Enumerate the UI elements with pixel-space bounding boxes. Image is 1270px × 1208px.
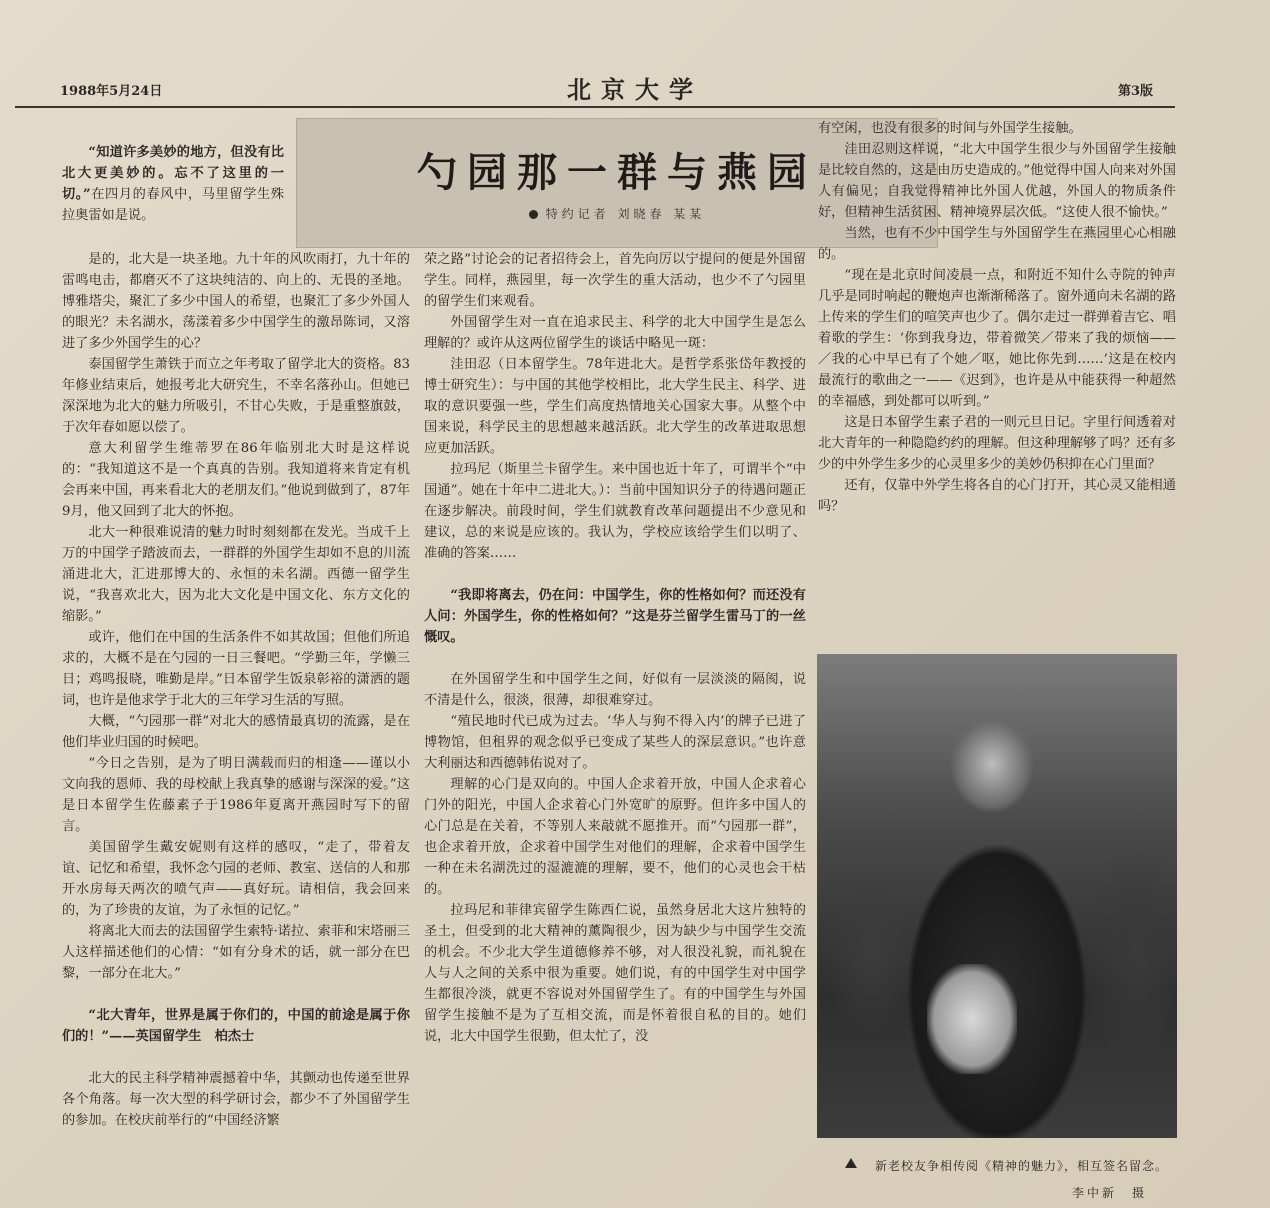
paragraph: 拉玛尼和菲律宾留学生陈西仁说，虽然身居北大这片独特的圣土，但受到的北大精神的薰陶很少，因为缺少与中国学生交流的机会。不少北大学生道德修养不够，对人很没礼貌，而礼貌在人与人之间的关系中很为重要。她们说，有的中国学生对中国学生都很冷淡，就更不容说对外国留学生了。有的中国学生与外国留学生接触不是为了互相交流，而是怀着很自私的目的。她们说，北大中国学生很勤，但太忙了，没 bbox=[424, 903, 806, 1044]
paragraph: 洼田忍则这样说，“北大中国学生很少与外国留学生接触是比较自然的，这是由历史造成的。”他觉得中国人向来对外国人有偏见；自我觉得精神比外国人优越，外国人的物质条件好，但精神生活贫困、精神境界层次低。“这使人很不愉快。” bbox=[818, 142, 1176, 220]
paragraph: 意大利留学生维蒂罗在86年临别北大时是这样说的：“我知道这不是一个真真的告别。我知道将来肯定有机会再来中国，再来看北大的老朋友们。”他说到做到了，87年9月，他又回到了北大的怀抱。 bbox=[62, 441, 410, 519]
column-1 bbox=[62, 249, 410, 1131]
news-photo bbox=[817, 654, 1177, 1138]
masthead-title: 北京大学 bbox=[567, 75, 703, 104]
photo-credit: 李中新 摄 bbox=[1072, 1186, 1148, 1200]
paragraph: 外国留学生对一直在追求民主、科学的北大中国学生是怎么理解的？或许从这两位留学生的谈话中略见一斑： bbox=[424, 315, 806, 351]
paragraph: 泰国留学生萧铁于而立之年考取了留学北大的资格。83年修业结束后，她报考北大研究生，不幸名落孙山。但她已深深地为北大的魅力所吸引，不甘心失败，于是重整旗鼓，于次年春如愿以偿了。 bbox=[62, 357, 410, 435]
paragraph: 荣之路”讨论会的记者招待会上，首先向厉以宁提问的便是外国留学生。同样，燕园里，每一次学生的重大活动，也少不了勺园里的留学生们来观看。 bbox=[424, 252, 806, 309]
intro-quote: “知道许多美妙的地方，但没有比北大更美妙的。忘不了这里的一切。” bbox=[62, 145, 284, 202]
paragraph: “殖民地时代已成为过去。‘华人与狗不得入内’的牌子已进了博物馆，但租界的观念似乎已变成了某些人的深层意识。”也许意大利丽达和西德韩佑说对了。 bbox=[424, 714, 806, 771]
intro-quote-tail: 在四月的春风中，马里留学生殊拉奥雷如是说。 bbox=[62, 187, 284, 223]
article-headline: 勺园那一群与燕园 bbox=[417, 149, 817, 196]
paragraph: 这是日本留学生素子君的一则元旦日记。字里行间透着对北大青年的一种隐隐约约的理解。但这种理解够了吗？还有多少的中外学生多少的心灵里多少的美妙仍积抑在心门里面？ bbox=[818, 415, 1176, 472]
paragraph: 理解的心门是双向的。中国人企求着开放，中国人企求着心门外的阳光，中国人企求着心门外宽旷的原野。但许多中国人的心门总是在关着，不等别人来敲就不愿推开。而“勺园那一群”，也企求着开放，企求着中国学生对他们的理解，企求着中国学生一种在未名湖洗过的湿漉漉的理解，要不，他们的心灵也会干枯的。 bbox=[424, 777, 806, 897]
caption-text: 新老校友争相传阅《精神的魅力》，相互签名留念。 bbox=[875, 1159, 1169, 1173]
paragraph: “现在是北京时间凌晨一点，和附近不知什么寺院的钟声几乎是同时响起的鞭炮声也渐渐稀落了。窗外通向未名湖的路上传来的学生们的喧笑声也少了。偶尔走过一群弹着吉它、唱着歌的学生：‘你到我身边，带着微笑／带来了我的烦恼——／我的心中早已有了个她／呕，她比你先到……’这是在校内最流行的歌曲之一——《迟到》，也许是从中能获得一种超然的幸福感，到处都可以听到。” bbox=[818, 268, 1176, 409]
column-2 bbox=[424, 249, 806, 1047]
paragraph: 将离北大而去的法国留学生索特·诺拉、索菲和宋塔丽三人这样描述他们的心情：“如有分身术的话，就一部分在巴黎，一部分在北大。” bbox=[62, 924, 410, 981]
paragraph: 北大一种很难说清的魅力时时刻刻都在发光。当成千上万的中国学子踏波而去，一群群的外国学生却如不息的川流涌进北大，汇进那博大的、永恒的未名湖。西德一留学生说，“我喜欢北大，因为北大文化是中国文化、东方文化的缩影。” bbox=[62, 525, 410, 624]
page-number: 第3版 bbox=[1118, 84, 1154, 99]
pull-quote: “我即将离去，仍在问：中国学生，你的性格如何？而还没有人问：外国学生，你的性格如何？”这是芬兰留学生雷马丁的一丝慨叹。 bbox=[424, 588, 806, 645]
paragraph: “今日之告别，是为了明日满载而归的相逢——谨以小文向我的恩师、我的母校献上我真挚的感谢与深深的爱。”这是日本留学生佐藤素子于1986年夏离开燕园时写下的留言。 bbox=[62, 756, 410, 834]
paragraph: 美国留学生戴安妮则有这样的感叹，“走了，带着友谊、记忆和希望，我怀念勺园的老师、教室、送信的人和那开水房每天两次的喷气声——真好玩。请相信，我会回来的，为了珍贵的友谊，为了永恒的记忆。” bbox=[62, 840, 410, 918]
bullet-icon bbox=[529, 210, 538, 219]
paragraph: 北大的民主科学精神震撼着中华，其颤动也传递至世界各个角落。每一次大型的科学研讨会，都少不了外国留学生的参加。在校庆前举行的“中国经济繁 bbox=[62, 1071, 410, 1128]
paragraph: 有空闲，也没有很多的时间与外国学生接触。 bbox=[818, 121, 1082, 136]
triangle-icon bbox=[845, 1158, 857, 1168]
paragraph: 当然，也有不少中国学生与外国留学生在燕园里心心相融的。 bbox=[818, 226, 1176, 262]
paragraph: 或许，他们在中国的生活条件不如其故国；但他们所追求的，大概不是在勺园的一日三餐吧。“学勤三年，学懒三日；鸡鸣报晓，唯勤是岸。”日本留学生饭泉彰裕的潇洒的题词，也许是他求学于北大的三年学习生活的写照。 bbox=[62, 630, 410, 708]
byline-text: 特约记者 刘晓春 某某 bbox=[545, 207, 706, 221]
paragraph: 拉玛尼（斯里兰卡留学生。来中国也近十年了，可谓半个“中国通”。她在十年中二进北大。）：当前中国知识分子的待遇问题正在逐步解决。前段时间，学生们就教育改革问题提出不少意见和建议，总的来说是应该的。我认为，学校应该给学生们以明了、准确的答案…… bbox=[424, 462, 806, 561]
intro-quote-block bbox=[62, 142, 284, 226]
paragraph: 是的，北大是一块圣地。九十年的风吹雨打，九十年的雷鸣电击，都磨灭不了这块纯洁的、向上的、无畏的圣地。博雅塔尖，聚汇了多少中国人的希望，也聚汇了多少外国人的眼光？未名湖水，荡漾着多少中国学生的激昂陈词，又溶进了多少外国学生的心？ bbox=[62, 252, 410, 351]
paragraph: 还有，仅靠中外学生将各自的心门打开，其心灵又能相通吗？ bbox=[818, 478, 1176, 514]
pull-quote: “北大青年，世界是属于你们的，中国的前途是属于你们的！”——英国留学生 柏杰士 bbox=[62, 1008, 410, 1044]
photo-highlight bbox=[927, 964, 1017, 1074]
paragraph: 大概，“勺园那一群”对北大的感情最真切的流露，是在他们毕业归国的时候吧。 bbox=[62, 714, 410, 750]
header-rule bbox=[15, 106, 1175, 108]
paragraph: 洼田忍（日本留学生。78年进北大。是哲学系张岱年教授的博士研究生）：与中国的其他学校相比，北大学生民主、科学、进取的意识要强一些，学生们高度热情地关心国家大事。从整个中国来说，科学民主的思想越来越活跃。北大学生的改革进取思想应更加活跃。 bbox=[424, 357, 806, 456]
column-3 bbox=[818, 118, 1176, 517]
paragraph: 在外国留学生和中国学生之间，好似有一层淡淡的隔阂，说不清是什么，很淡，很薄，却很难穿过。 bbox=[424, 672, 806, 708]
issue-date: 1988年5月24日 bbox=[60, 84, 163, 99]
